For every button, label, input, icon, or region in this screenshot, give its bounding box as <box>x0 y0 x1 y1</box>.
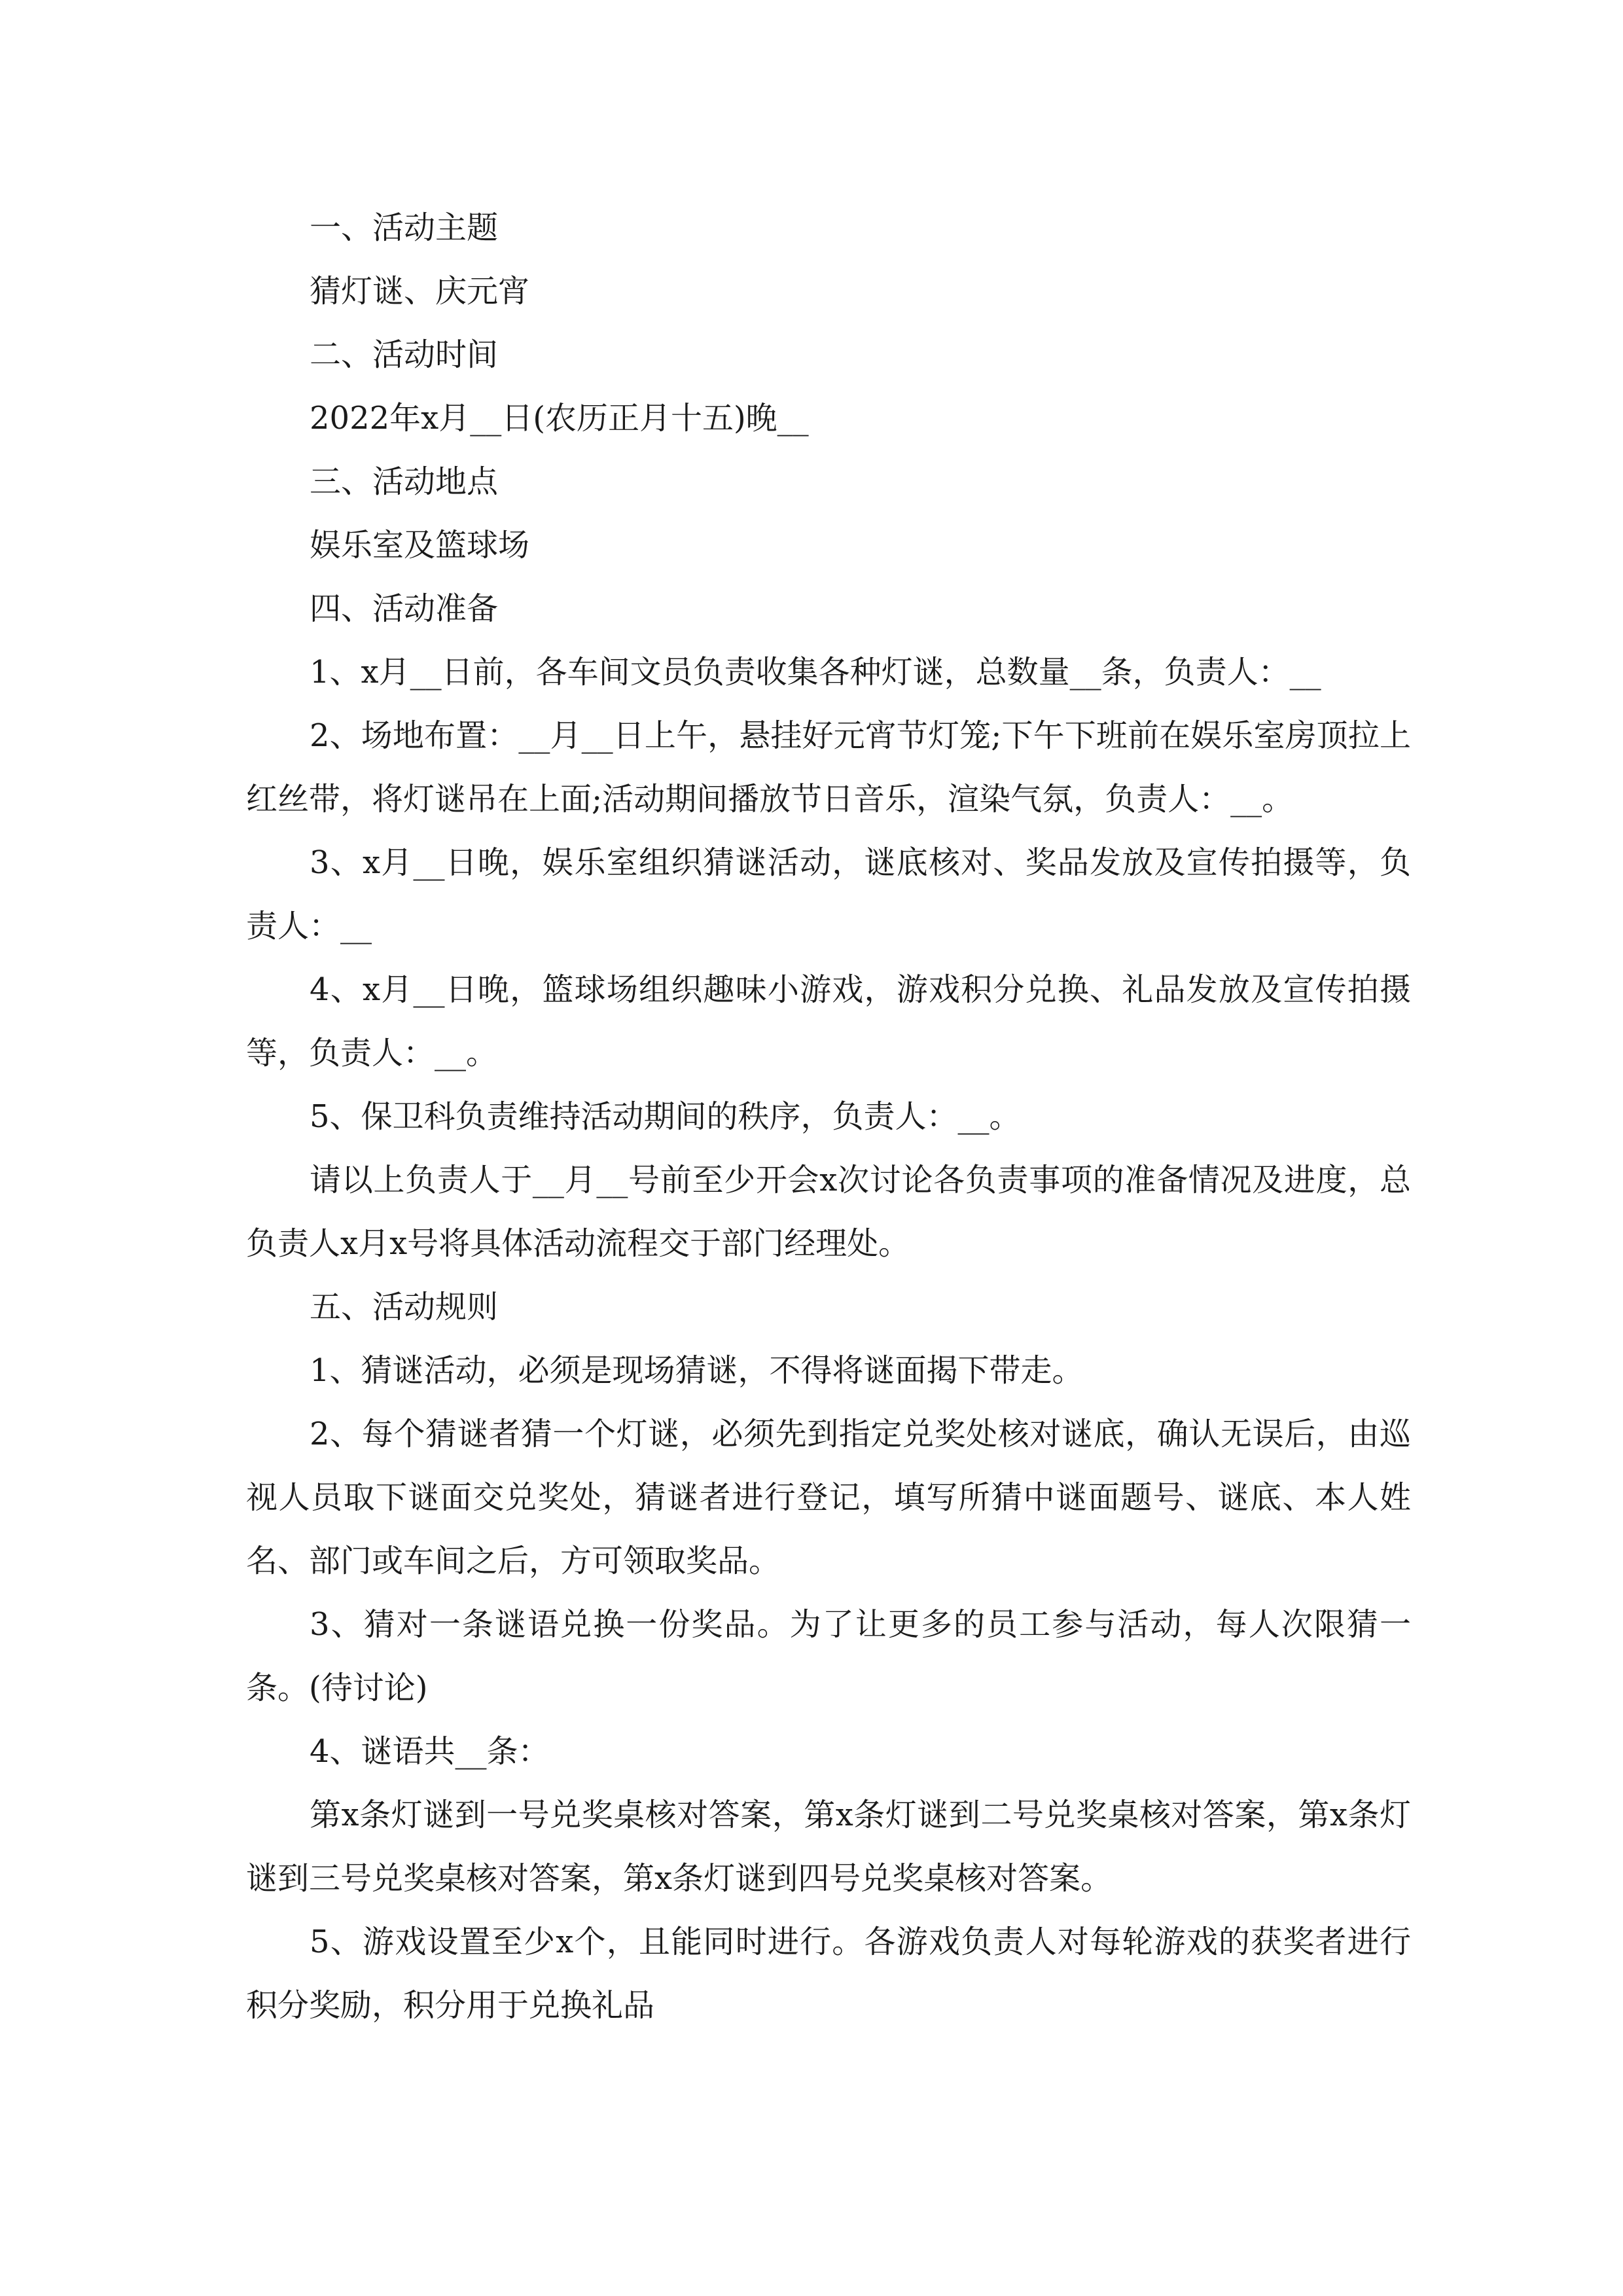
heading-activity-location: 三、活动地点 <box>310 463 499 500</box>
paragraph-time: 2022年x月__日(农历正月十五)晚__ <box>310 400 809 437</box>
heading-activity-rules: 五、活动规则 <box>310 1289 499 1325</box>
preparation-item-1: 1、x月__日前，各车间文员负责收集各种灯谜，总数量__条，负责人：__ <box>310 654 1321 691</box>
rule-item-4: 4、谜语共__条： <box>310 1733 550 1770</box>
rule-item-3: 3、猜对一条谜语兑换一份奖品。为了让更多的员工参与活动，每人次限猜一条。(待讨论) <box>246 1606 1411 1706</box>
rule-item-5: 5、游戏设置至少x个，且能同时进行。各游戏负责人对每轮游戏的获奖者进行积分奖励，积分用于兑换礼品 <box>246 1924 1411 2024</box>
document-body <box>246 196 1411 2037</box>
preparation-item-4: 4、x月__日晚，篮球场组织趣味小游戏，游戏积分兑换、礼品发放及宣传拍摄等，负责人：__。 <box>246 971 1411 1071</box>
paragraph-location: 娱乐室及篮球场 <box>310 527 530 564</box>
preparation-item-3: 3、x月__日晚，娱乐室组织猜谜活动，谜底核对、奖品发放及宣传拍摄等，负责人：__ <box>246 844 1411 944</box>
rule-item-2: 2、每个猜谜者猜一个灯谜，必须先到指定兑奖处核对谜底，确认无误后，由巡视人员取下谜面交兑奖处，猜谜者进行登记，填写所猜中谜面题号、谜底、本人姓名、部门或车间之后，方可领取奖品。 <box>246 1416 1411 1579</box>
heading-activity-preparation: 四、活动准备 <box>310 590 499 627</box>
rule-item-4-detail: 第x条灯谜到一号兑奖桌核对答案，第x条灯谜到二号兑奖桌核对答案，第x条灯谜到三号兑奖桌核对答案，第x条灯谜到四号兑奖桌核对答案。 <box>246 1797 1411 1897</box>
preparation-item-2: 2、场地布置：__月__日上午，悬挂好元宵节灯笼;下午下班前在娱乐室房顶拉上红丝带，将灯谜吊在上面;活动期间播放节日音乐，渲染气氛，负责人：__。 <box>246 717 1411 817</box>
preparation-note: 请以上负责人于__月__号前至少开会x次讨论各负责事项的准备情况及进度，总负责人x月x号将具体活动流程交于部门经理处。 <box>246 1162 1411 1262</box>
rule-item-1: 1、猜谜活动，必须是现场猜谜，不得将谜面揭下带走。 <box>310 1352 1084 1389</box>
preparation-item-5: 5、保卫科负责维持活动期间的秩序，负责人：__。 <box>310 1098 1021 1135</box>
paragraph-theme: 猜灯谜、庆元宵 <box>310 273 530 310</box>
heading-activity-theme: 一、活动主题 <box>310 209 499 246</box>
heading-activity-time: 二、活动时间 <box>310 336 499 373</box>
